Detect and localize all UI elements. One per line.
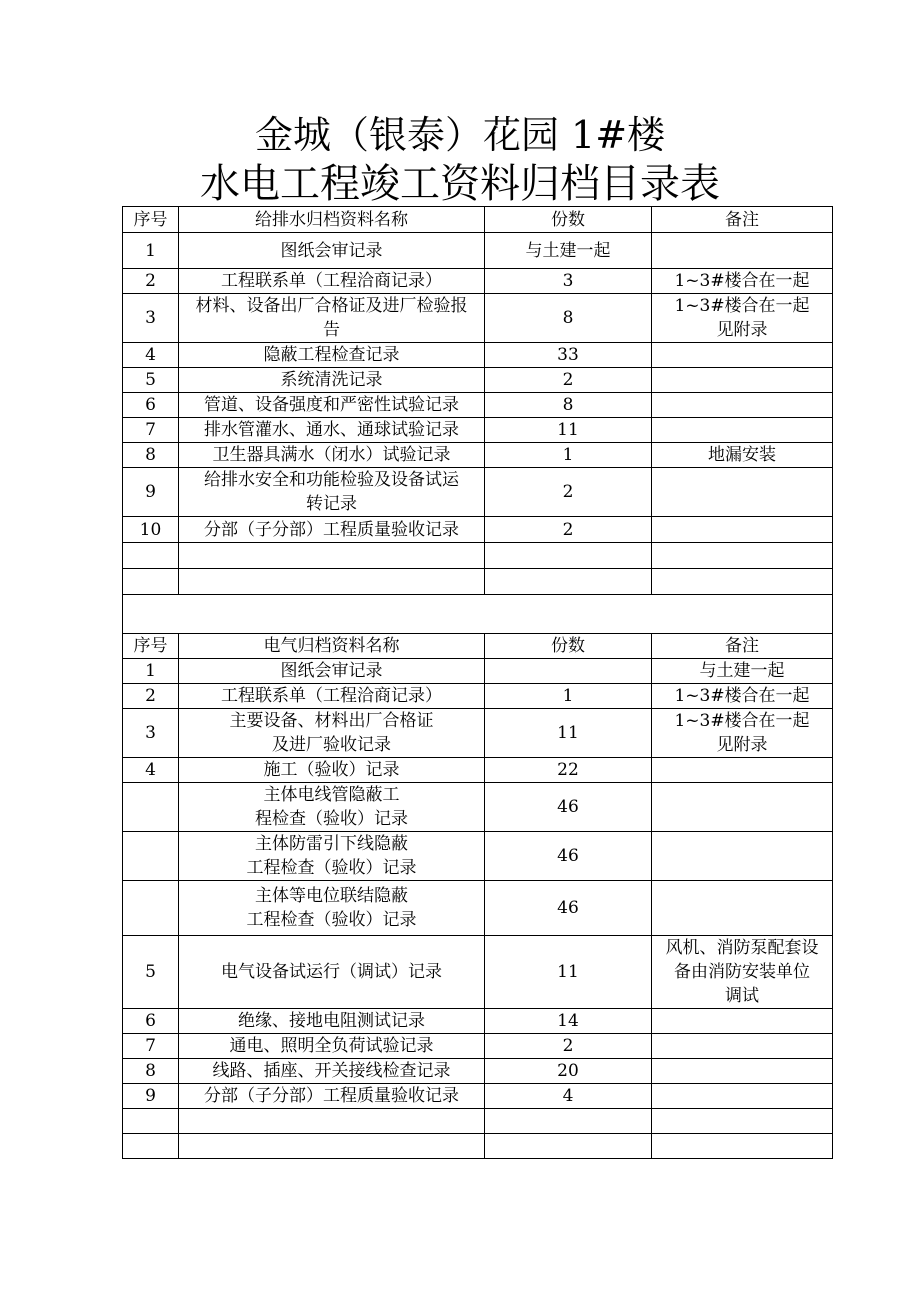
remark-line: 风机、消防泵配套设 [665, 938, 819, 958]
copy-count: 8 [485, 294, 652, 343]
document-name [179, 368, 485, 393]
column-header-seq: 序号 [123, 207, 179, 233]
row-number [123, 783, 179, 832]
remark [652, 936, 833, 1009]
document-name [179, 1059, 485, 1084]
copy-count: 与土建一起 [485, 233, 652, 269]
document-name-line: 给排水安全和功能检验及设备试运 [204, 470, 459, 490]
row-number: 5 [123, 368, 179, 393]
remark [652, 1009, 833, 1034]
document-name-line: 绝缘、接地电阻测试记录 [238, 1011, 425, 1031]
remark [652, 393, 833, 418]
empty-cell [485, 1134, 652, 1159]
table-row [123, 368, 833, 393]
document-name [179, 659, 485, 684]
document-name [179, 758, 485, 783]
document-name-line: 排水管灌水、通水、通球试验记录 [204, 420, 459, 440]
document-name [179, 1084, 485, 1109]
archive-table [122, 206, 833, 1159]
remark [652, 269, 833, 294]
row-number: 2 [123, 684, 179, 709]
copy-count: 4 [485, 1084, 652, 1109]
column-header-note: 备注 [652, 634, 833, 659]
row-number: 10 [123, 517, 179, 543]
table-row [123, 1034, 833, 1059]
copy-count: 1 [485, 684, 652, 709]
copy-count: 1 [485, 443, 652, 468]
column-header-count: 份数 [485, 634, 652, 659]
empty-cell [179, 1109, 485, 1134]
table-row [123, 443, 833, 468]
remark [652, 1059, 833, 1084]
document-name-line: 程检查（验收）记录 [255, 809, 408, 829]
remark [652, 443, 833, 468]
row-number: 3 [123, 294, 179, 343]
copy-count: 11 [485, 936, 652, 1009]
copy-count: 2 [485, 1034, 652, 1059]
document-name-line: 卫生器具满水（闭水）试验记录 [212, 445, 451, 465]
empty-cell [652, 1134, 833, 1159]
copy-count: 11 [485, 709, 652, 758]
document-name-line: 分部（子分部）工程质量验收记录 [204, 519, 459, 540]
remark [652, 709, 833, 758]
remark-line: 备由消防安装单位 [674, 962, 810, 982]
empty-cell [652, 543, 833, 569]
empty-cell [123, 1134, 179, 1159]
copy-count: 3 [485, 269, 652, 294]
document-name-line: 转记录 [306, 494, 357, 514]
document-name [179, 936, 485, 1009]
document-name [179, 783, 485, 832]
table-row [123, 758, 833, 783]
document-name [179, 294, 485, 343]
copy-count: 14 [485, 1009, 652, 1034]
row-number: 5 [123, 936, 179, 1009]
row-number: 6 [123, 393, 179, 418]
plumbing-header-row [123, 207, 833, 233]
table-row [123, 233, 833, 269]
document-name [179, 418, 485, 443]
column-header-seq: 序号 [123, 634, 179, 659]
remark-line: 1~3#楼合在一起 [674, 686, 810, 706]
copy-count: 46 [485, 881, 652, 936]
document-name-line: 通电、照明全负荷试验记录 [229, 1036, 434, 1056]
document-subtitle: 水电工程竣工资料归档目录表 [200, 161, 720, 207]
document-name [179, 233, 485, 269]
document-name [179, 684, 485, 709]
row-number: 1 [123, 233, 179, 269]
row-number: 1 [123, 659, 179, 684]
document-name [179, 517, 485, 543]
table-row [123, 393, 833, 418]
empty-cell [652, 569, 833, 595]
document-name-line: 工程联系单（工程洽商记录） [221, 686, 442, 706]
table-row [123, 936, 833, 1009]
document-name-line: 主体等电位联结隐蔽 [255, 886, 408, 906]
remark [652, 881, 833, 936]
column-header-note: 备注 [652, 207, 833, 233]
copy-count: 20 [485, 1059, 652, 1084]
remark [652, 659, 833, 684]
empty-row [123, 1109, 833, 1134]
table-row [123, 517, 833, 543]
remark-line: 1~3#楼合在一起 [674, 296, 810, 316]
row-number: 8 [123, 443, 179, 468]
table-row [123, 783, 833, 832]
remark [652, 758, 833, 783]
remark-line: 1~3#楼合在一起 [674, 711, 810, 731]
empty-row [123, 1134, 833, 1159]
copy-count: 46 [485, 832, 652, 881]
table-row [123, 294, 833, 343]
remark [652, 233, 833, 269]
remark [652, 343, 833, 368]
row-number: 4 [123, 758, 179, 783]
section-separator-row [123, 595, 833, 634]
document-name-line: 主体电线管隐蔽工 [263, 785, 400, 805]
column-header-name: 给排水归档资料名称 [179, 207, 485, 233]
row-number: 9 [123, 1084, 179, 1109]
row-number: 3 [123, 709, 179, 758]
row-number [123, 832, 179, 881]
column-header-count: 份数 [485, 207, 652, 233]
table-row [123, 659, 833, 684]
empty-row [123, 569, 833, 595]
document-name-line: 分部（子分部）工程质量验收记录 [204, 1086, 459, 1106]
document-name-line: 材料、设备出厂合格证及进厂检验报 [195, 296, 468, 316]
row-number [123, 881, 179, 936]
document-name-line: 系统清洗记录 [280, 370, 383, 390]
remark [652, 517, 833, 543]
row-number: 2 [123, 269, 179, 294]
copy-count: 46 [485, 783, 652, 832]
document-name [179, 1009, 485, 1034]
column-header-name: 电气归档资料名称 [179, 634, 485, 659]
table-row [123, 343, 833, 368]
row-number: 4 [123, 343, 179, 368]
remark [652, 294, 833, 343]
table-row [123, 269, 833, 294]
remark [652, 418, 833, 443]
document-name-line: 电气设备试运行（调试）记录 [221, 962, 442, 982]
table-row [123, 709, 833, 758]
remark-line: 1~3#楼合在一起 [674, 271, 810, 291]
document-name [179, 343, 485, 368]
electrical-header-row [123, 634, 833, 659]
table-row [123, 1084, 833, 1109]
remark-line: 见附录 [716, 735, 768, 755]
copy-count: 2 [485, 517, 652, 543]
copy-count: 2 [485, 368, 652, 393]
document-name [179, 881, 485, 936]
remark [652, 1034, 833, 1059]
document-name [179, 269, 485, 294]
empty-cell [179, 543, 485, 569]
document-name [179, 443, 485, 468]
document-name-line: 工程检查（验收）记录 [246, 910, 417, 930]
document-name-line: 隐蔽工程检查记录 [263, 345, 400, 365]
empty-cell [123, 543, 179, 569]
document-name-line: 图纸会审记录 [280, 661, 383, 681]
empty-cell [179, 1134, 485, 1159]
remark [652, 1084, 833, 1109]
copy-count: 22 [485, 758, 652, 783]
remark [652, 468, 833, 517]
row-number: 7 [123, 418, 179, 443]
table-row [123, 1009, 833, 1034]
document-name [179, 468, 485, 517]
document-name [179, 709, 485, 758]
document-name-line: 工程检查（验收）记录 [246, 858, 417, 878]
copy-count: 33 [485, 343, 652, 368]
remark [652, 368, 833, 393]
row-number: 7 [123, 1034, 179, 1059]
empty-cell [179, 569, 485, 595]
table-row [123, 1059, 833, 1084]
copy-count: 8 [485, 393, 652, 418]
copy-count: 11 [485, 418, 652, 443]
empty-cell [123, 1109, 179, 1134]
remark-line: 见附录 [716, 320, 768, 340]
document-name-line: 施工（验收）记录 [263, 760, 400, 780]
table-row [123, 468, 833, 517]
remark [652, 684, 833, 709]
remark [652, 832, 833, 881]
empty-cell [652, 1109, 833, 1134]
empty-cell [485, 543, 652, 569]
row-number: 8 [123, 1059, 179, 1084]
remark-line: 与土建一起 [699, 661, 785, 681]
remark-line: 调试 [725, 986, 759, 1006]
empty-row [123, 543, 833, 569]
document-name-line: 图纸会审记录 [280, 240, 383, 261]
document-title: 金城（银泰）花园 1#楼 [254, 113, 666, 157]
remark-line: 地漏安装 [708, 445, 776, 465]
document-name [179, 1034, 485, 1059]
document-name-line: 及进厂验收记录 [272, 735, 391, 755]
copy-count [485, 659, 652, 684]
document-name-line: 主体防雷引下线隐蔽 [255, 834, 408, 854]
empty-cell [485, 569, 652, 595]
copy-count: 2 [485, 468, 652, 517]
document-name-line: 工程联系单（工程洽商记录） [221, 271, 442, 291]
table-row [123, 684, 833, 709]
document-name [179, 393, 485, 418]
document-name-line: 管道、设备强度和严密性试验记录 [204, 395, 459, 415]
document-name-line: 主要设备、材料出厂合格证 [229, 711, 434, 731]
table-row [123, 832, 833, 881]
document-name-line: 线路、插座、开关接线检查记录 [212, 1061, 451, 1081]
row-number: 6 [123, 1009, 179, 1034]
row-number: 9 [123, 468, 179, 517]
section-separator [123, 595, 833, 634]
table-row [123, 881, 833, 936]
document-name-line: 告 [323, 320, 340, 340]
table-row [123, 418, 833, 443]
remark [652, 783, 833, 832]
document-name [179, 832, 485, 881]
empty-cell [485, 1109, 652, 1134]
empty-cell [123, 569, 179, 595]
